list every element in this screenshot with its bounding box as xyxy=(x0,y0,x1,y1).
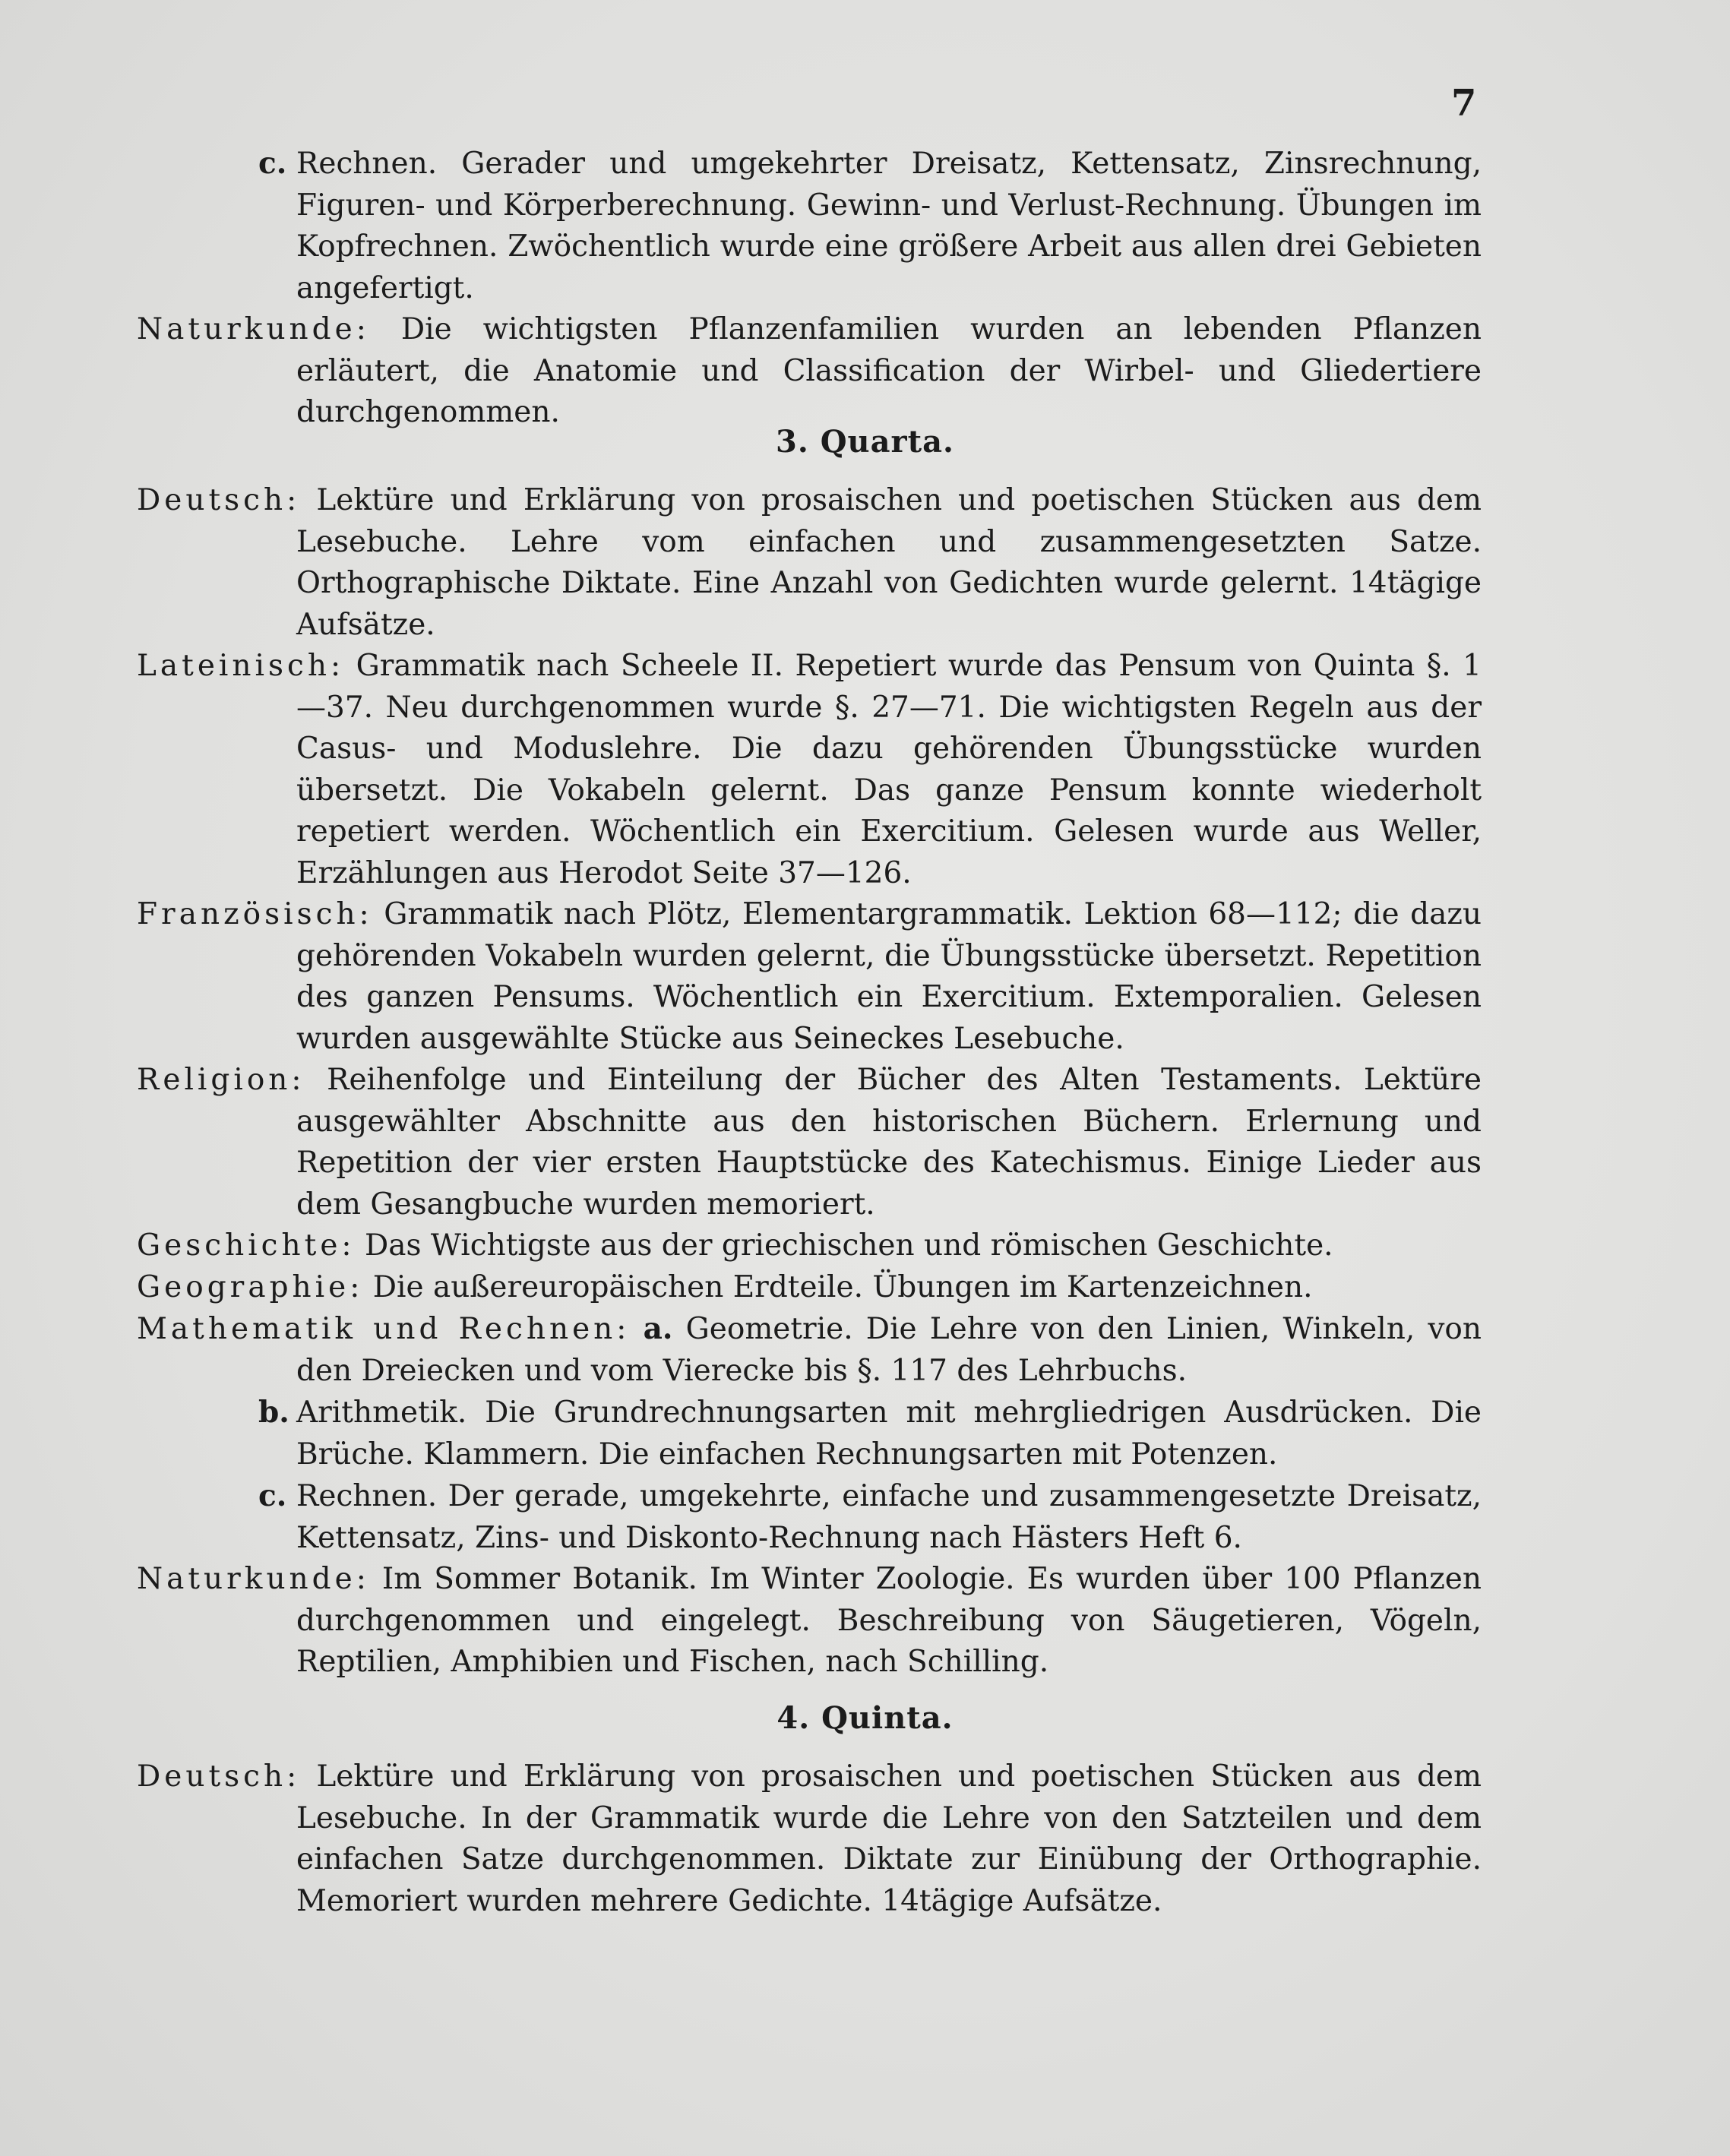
subject-label: Deutsch: xyxy=(137,1759,301,1794)
entry-mathematik xyxy=(137,1308,1482,1392)
item-marker: a. xyxy=(643,1311,673,1346)
entry-text: Die wichtigsten Pflanzenfamilien wurden an lebenden Pflanzen erläutert, die Anatomie und Classification der Wirbel- und Gliedertiere durchgenommen. xyxy=(296,312,1482,429)
subject-label: Geographie: xyxy=(137,1269,364,1304)
subject-label: Religion: xyxy=(137,1063,305,1097)
section-quarta xyxy=(137,480,1482,1683)
subject-label: Französisch: xyxy=(137,897,373,931)
subject-label: Naturkunde: xyxy=(137,1562,370,1596)
item-marker: b. xyxy=(258,1395,289,1430)
entry-rechnen xyxy=(137,143,1482,309)
entry-lateinisch xyxy=(137,646,1482,894)
entry-text: Arithmetik. Die Grundrechnungsarten mit mehrgliedrigen Ausdrücken. Die Brüche. Klammern. Die einfachen Rechnungsarten mit Potenzen. xyxy=(296,1396,1482,1472)
entry-naturkunde xyxy=(137,309,1482,434)
subject-label: Deutsch: xyxy=(137,483,301,517)
subject-label: Mathematik und Rechnen: xyxy=(137,1312,631,1346)
item-marker: c. xyxy=(258,1478,287,1513)
page-number: 7 xyxy=(1451,82,1477,125)
entry-text: Die außereuropäischen Erdteile. Übungen im Kartenzeichnen. xyxy=(372,1269,1313,1304)
entry-geschichte xyxy=(137,1225,1482,1267)
entry-text: Rechnen. Der gerade, umgekehrte, einfache und zusammengesetzte Dreisatz, Kettensatz, Zins- und Diskonto-Rechnung nach Hästers Heft 6. xyxy=(296,1479,1482,1555)
subject-label: Lateinisch: xyxy=(137,649,345,683)
entry-religion xyxy=(137,1060,1482,1225)
subject-label: Geschichte: xyxy=(137,1228,356,1263)
entry-text: Das Wichtigste aus der griechischen und römischen Geschichte. xyxy=(364,1228,1333,1263)
subject-label: Naturkunde: xyxy=(137,312,370,346)
entry-arithmetik xyxy=(137,1392,1482,1475)
section-heading-quinta: 4. Quinta. xyxy=(776,1700,954,1736)
section-heading-quarta: 3. Quarta. xyxy=(776,424,954,460)
entry-text: Grammatik nach Plötz, Elementargrammatik. Lektion 68—112; die dazu gehörenden Vokabeln wurden gelernt, die Übungsstücke übersetzt. Repetition des ganzen Pensums. Wöchentlich ein Exercitium. Extemporalien. Gelesen wurden ausgewählte Stücke aus Seineckes Lesebuche. xyxy=(296,897,1482,1056)
entry-geographie xyxy=(137,1267,1482,1309)
item-marker: c. xyxy=(258,146,287,181)
section-quinta xyxy=(137,1756,1482,1922)
entry-text: Geometrie. Die Lehre von den Linien, Winkeln, von den Dreiecken und vom Vierecke bis §. 117 des Lehrbuchs. xyxy=(296,1312,1482,1388)
entry-text: Grammatik nach Scheele II. Repetiert wurde das Pensum von Quinta §. 1—37. Neu durchgenommen wurde §. 27—71. Die wichtigsten Regeln aus der Casus- und Moduslehre. Die dazu gehörenden Übungsstücke wurden übersetzt. Die Vokabeln gelernt. Das ganze Pensum konnte wiederholt repetiert werden. Wöchentlich ein Exercitium. Gelesen wurde aus Weller, Erzählungen aus Herodot Seite 37—126. xyxy=(296,649,1482,890)
entry-text: Lektüre und Erklärung von prosaischen und poetischen Stücken aus dem Lesebuche. Lehre vom einfachen und zusammengesetzten Satze. Orthographische Diktate. Eine Anzahl von Gedichten wurde gelernt. 14tägige Aufsätze. xyxy=(296,483,1482,642)
entry-naturkunde xyxy=(137,1559,1482,1683)
entry-text: Im Sommer Botanik. Im Winter Zoologie. Es wurden über 100 Pflanzen durchgenommen und eingelegt. Beschreibung von Säugetieren, Vögeln, Reptilien, Amphibien und Fischen, nach Schilling. xyxy=(296,1562,1482,1679)
entry-text: Lektüre und Erklärung von prosaischen und poetischen Stücken aus dem Lesebuche. In der Grammatik wurde die Lehre von den Satzteilen und dem einfachen Satze durchgenommen. Diktate zur Einübung der Orthographie. Memoriert wurden mehrere Gedichte. 14tägige Aufsätze. xyxy=(296,1759,1482,1918)
section-top xyxy=(137,143,1482,434)
entry-deutsch xyxy=(137,480,1482,646)
entry-deutsch xyxy=(137,1756,1482,1922)
entry-franzoesisch xyxy=(137,894,1482,1060)
entry-rechnen xyxy=(137,1475,1482,1559)
entry-text: Rechnen. Gerader und umgekehrter Dreisatz, Kettensatz, Zinsrechnung, Figuren- und Körperberechnung. Gewinn- und Verlust-Rechnung. Übungen im Kopfrechnen. Zwöchentlich wurde eine größere Arbeit aus allen drei Gebieten angefertigt. xyxy=(296,147,1482,305)
entry-text: Reihenfolge und Einteilung der Bücher des Alten Testaments. Lektüre ausgewählter Abschnitte aus den historischen Büchern. Erlernung und Repetition der vier ersten Hauptstücke des Katechismus. Einige Lieder aus dem Gesangbuche wurden memoriert. xyxy=(296,1063,1482,1222)
